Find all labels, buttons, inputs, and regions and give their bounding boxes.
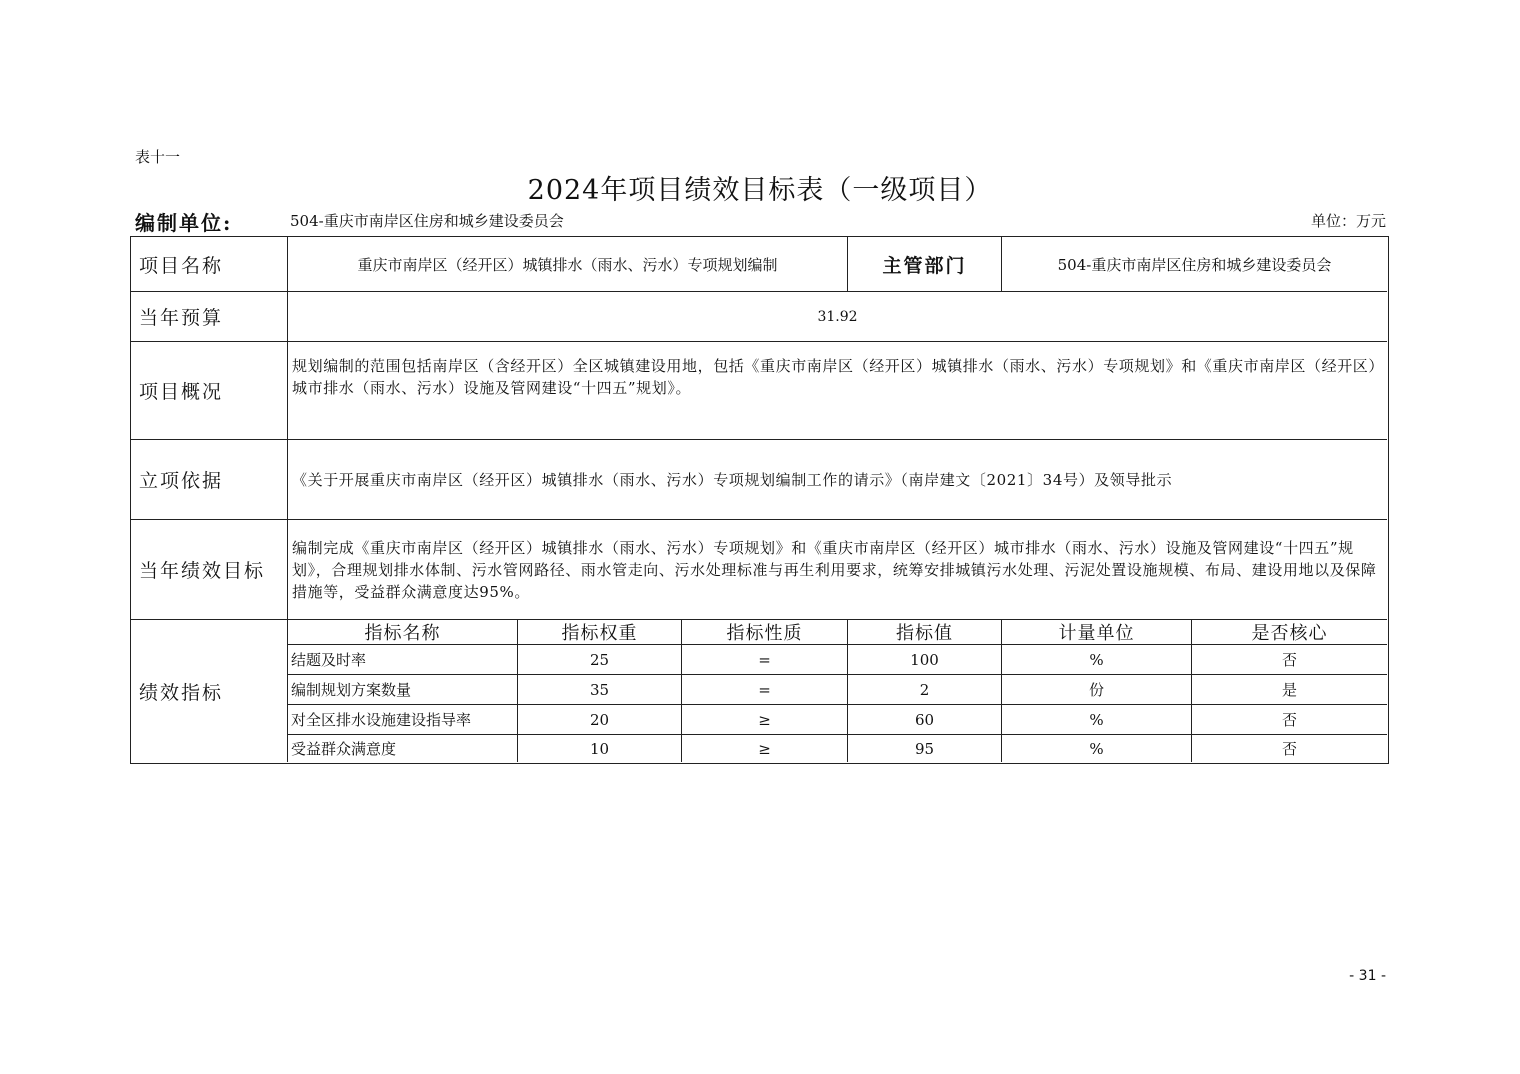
indicator-core: 否 (1281, 711, 1297, 729)
indicator-name: 对全区排水设施建设指导率 (291, 711, 472, 729)
indicator-unit: 份 (1088, 681, 1104, 699)
goal-label: 当年绩效目标 (139, 560, 266, 582)
indicator-header-unit: 计量单位 (1058, 623, 1135, 644)
indicator-name: 编制规划方案数量 (291, 681, 412, 699)
indicator-header-core: 是否核心 (1251, 623, 1328, 644)
indicator-weight: 25 (589, 650, 610, 669)
compiler-value: 504-重庆市南岸区住房和城乡建设委员会 (290, 212, 564, 230)
indicator-weight: 35 (589, 680, 610, 699)
performance-table (130, 236, 1389, 764)
indicator-nature: ≥ (758, 710, 771, 729)
indicator-unit: % (1089, 710, 1104, 729)
indicator-header-value: 指标值 (896, 623, 953, 644)
indicator-core: 否 (1281, 740, 1297, 758)
indicator-value: 95 (914, 739, 935, 758)
indicator-unit: % (1089, 650, 1104, 669)
project-name-value: 重庆市南岸区（经开区）城镇排水（雨水、污水）专项规划编制 (357, 255, 778, 274)
indicator-nature: = (758, 650, 771, 669)
indicators-label: 绩效指标 (139, 681, 224, 704)
indicator-value: 60 (914, 710, 935, 729)
goal-text: 编制完成《重庆市南岸区（经开区）城镇排水（雨水、污水）专项规划》和《重庆市南岸区（经开区）城市排水（雨水、污水）设施及管网建设“十四五”规划》，合理规划排水体制、污水管网路径、雨水管走向、污水处理标准与再生利用要求，统筹安排城镇污水处理、污泥处置设施规模、布局、建设用地以及保障措施等，受益群众满意度达95%。 (292, 538, 1377, 601)
indicator-header-nature: 指标性质 (726, 623, 803, 644)
indicator-nature: ≥ (758, 739, 771, 758)
indicator-name: 受益群众满意度 (291, 740, 397, 758)
indicator-header-name: 指标名称 (364, 623, 441, 644)
indicator-core: 否 (1281, 651, 1297, 669)
indicator-core: 是 (1281, 681, 1297, 699)
compiler-label: 编制单位: (135, 211, 233, 235)
row-divider (131, 341, 1387, 342)
overview-label: 项目概况 (139, 381, 224, 403)
indicator-unit: % (1089, 739, 1104, 758)
currency-unit: 单位：万元 (1310, 212, 1386, 230)
page-title: 2024年项目绩效目标表（一级项目） (527, 175, 993, 206)
basis-label: 立项依据 (139, 470, 224, 492)
budget-value: 31.92 (817, 308, 858, 325)
indicator-weight: 10 (589, 739, 610, 758)
table-number: 表十一 (135, 148, 181, 166)
project-name-label: 项目名称 (139, 254, 224, 277)
indicator-value: 2 (919, 680, 930, 699)
department-label: 主管部门 (882, 254, 967, 277)
indicator-name: 结题及时率 (291, 651, 367, 669)
page-number: - 31 - (1349, 968, 1386, 984)
indicator-weight: 20 (589, 710, 610, 729)
indicator-value: 100 (910, 650, 939, 669)
overview-text: 规划编制的范围包括南岸区（含经开区）全区城镇建设用地，包括《重庆市南岸区（经开区）城镇排水（雨水、污水）专项规划》和《重庆市南岸区（经开区）城市排水（雨水、污水）设施及管网建设“十四五”规划》。 (292, 357, 1377, 397)
department-value: 504-重庆市南岸区住房和城乡建设委员会 (1057, 255, 1332, 274)
basis-text: 《关于开展重庆市南岸区（经开区）城镇排水（雨水、污水）专项规划编制工作的请示》（南岸建文〔2021〕34号）及领导批示 (292, 470, 1173, 489)
indicator-nature: = (758, 680, 771, 699)
indicator-header-weight: 指标权重 (561, 623, 638, 644)
budget-label: 当年预算 (139, 307, 224, 329)
